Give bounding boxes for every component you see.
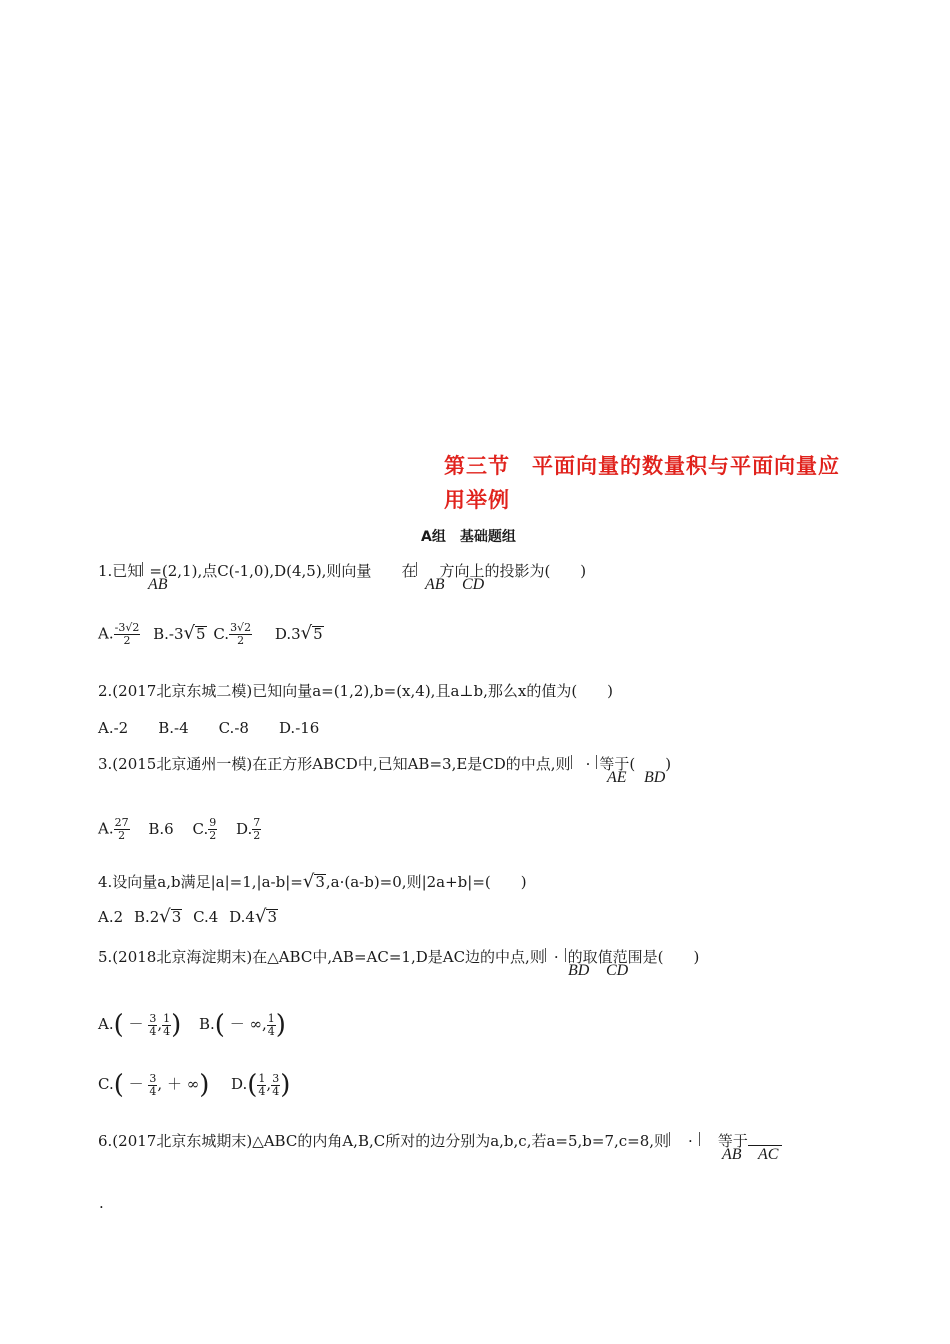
q4-part-a: 4.设向量a,b满足|a|=1,|a-b|=: [98, 873, 303, 891]
q4-option-d-radicand: 3: [267, 908, 277, 926]
question-6-text: [98, 1130, 782, 1151]
q3-option-d-label: D.: [236, 819, 253, 838]
q6-vector-ab: AB: [722, 1146, 742, 1163]
q3-option-b: B.6: [148, 819, 174, 838]
q1-part-d: 方向上的投影为( ): [439, 562, 587, 580]
section-title-line2: 用举例: [444, 488, 510, 512]
q3-vector-ae-bar: [571, 755, 572, 769]
q4-option-b-label: B.2: [133, 908, 160, 926]
q3-option-c-fraction: $\frac{9}{2}$: [209, 816, 217, 842]
q5-option-d-label: D.: [231, 1075, 248, 1093]
q4-option-a: A.2: [98, 908, 124, 926]
q3-option-c-label: C.: [192, 819, 209, 838]
q5-vector-cd-bar: [565, 948, 566, 962]
q5-vector-bd: BD: [568, 962, 590, 979]
q5-option-c: C.( － $\frac{3}{4}$ , ＋ ∞): [98, 1070, 210, 1100]
question-3-options: [98, 817, 261, 842]
q4-part-b: ,a·(a-b)=0,则|2a+b|=( ): [325, 873, 527, 891]
q1-option-c-label: C.: [213, 624, 230, 643]
q1-option-b-radicand: 5: [196, 624, 206, 643]
q4-option-c: C.4: [193, 908, 219, 926]
q3-vector-bd-bar: [596, 755, 597, 769]
q6-dot: ·: [688, 1132, 693, 1150]
q3-option-a-label: A.: [98, 819, 114, 838]
question-3-text: [98, 753, 671, 774]
q1-part-a: 1.已知: [98, 562, 143, 580]
q1-part-b: =(2,1),点C(-1,0),D(4,5),则向量: [149, 562, 372, 580]
question-1-options: A. $\frac{-3√2}{2}$ B.-3√5 C. $\frac{3√2}{2}$ D.3√5: [98, 621, 323, 647]
q5-vector-bd-bar: [545, 948, 546, 962]
q5-option-b-infinity: － ∞,: [229, 1015, 267, 1033]
q1-option-d-radicand: 5: [313, 624, 323, 643]
q5-part-b: 的取值范围是( ): [567, 948, 700, 966]
q1-option-c-fraction: $\frac{3√2}{2}$: [230, 621, 252, 647]
q6-tail-period: .: [99, 1194, 104, 1212]
q3-part-b: 等于( ): [599, 755, 672, 773]
q5-option-a: A.( － $\frac{3}{4}$ , $\frac{1}{4}$ ): [98, 1010, 182, 1040]
q6-vector-ac-bar: [699, 1132, 700, 1146]
q5-option-d: D.( $\frac{1}{4}$ , $\frac{3}{4}$ ): [231, 1070, 291, 1100]
q3-vector-bd: BD: [644, 769, 666, 786]
q1-option-a-fraction: $\frac{-3√2}{2}$: [114, 621, 140, 647]
q5-option-c-label: C.: [98, 1075, 114, 1093]
q1-option-d-label: D.3: [274, 624, 301, 643]
q1-vector-ab-bar: [142, 562, 143, 576]
question-4-text: 4.设向量a,b满足|a|=1,|a-b|=√3,a·(a-b)=0,则|2a+b|=( ): [98, 871, 527, 892]
question-4-options: A.2 B.2√3 C.4 D.4√3: [98, 906, 277, 927]
section-title-line1: 第三节 平面向量的数量积与平面向量应: [444, 454, 840, 478]
q1-vector-ab-2: AB: [425, 576, 445, 593]
q4-option-d-label: D.4: [229, 908, 255, 926]
q1-part-c: 在: [401, 562, 417, 580]
q5-option-d-fraction-1: $\frac{1}{4}$: [258, 1071, 266, 1098]
q5-option-d-fraction-2: $\frac{3}{4}$: [272, 1071, 280, 1098]
q5-option-c-infinity: ＋ ∞: [166, 1075, 200, 1093]
question-2-options: A.-2 B.-4 C.-8 D.-16: [98, 719, 320, 737]
q1-option-b-label: B.-3: [153, 624, 184, 643]
q1-vector-cd-bar: [416, 562, 417, 576]
q1-vector-cd: CD: [462, 576, 485, 593]
question-1-text: [98, 560, 586, 581]
q1-option-a-label: A.: [98, 624, 114, 643]
q5-dot: ·: [553, 948, 559, 966]
q5-part-a: 5.(2018北京海淀期末)在△ABC中,AB=AC=1,D是AC边的中点,则: [98, 948, 545, 966]
q6-vector-ac: AC: [758, 1146, 779, 1163]
q5-option-a-label: A.: [98, 1015, 114, 1033]
q5-option-a-fraction-2: $\frac{1}{4}$: [163, 1011, 171, 1038]
q3-vector-ae: AE: [607, 769, 627, 786]
q3-option-d-fraction: $\frac{7}{2}$: [253, 816, 261, 842]
q5-option-b-label: B.: [199, 1015, 215, 1033]
q5-option-c-fraction: $\frac{3}{4}$: [149, 1071, 157, 1098]
q5-option-a-fraction-1: $\frac{3}{4}$: [149, 1011, 157, 1038]
q3-dot: ·: [585, 755, 591, 773]
q5-option-b: B.( － ∞, $\frac{1}{4}$ ): [199, 1010, 286, 1040]
q1-vector-ab: AB: [148, 576, 168, 593]
q5-option-b-fraction: $\frac{1}{4}$: [267, 1011, 275, 1038]
q3-part-a: 3.(2015北京通州一模)在正方形ABCD中,已知AB=3,E是CD的中点,则: [98, 755, 571, 773]
q6-part-b: 等于: [717, 1132, 748, 1150]
q6-part-a: 6.(2017北京东城期末)△ABC的内角A,B,C所对的边分别为a,b,c,若a=5,b=7,c=8,则: [98, 1132, 670, 1150]
q4-radicand: 3: [315, 873, 325, 891]
group-heading: A组 基础题组: [421, 529, 516, 545]
question-2-text: 2.(2017北京东城二模)已知向量a=(1,2),b=(x,4),且a⊥b,那么x的值为( ): [98, 682, 614, 700]
q4-option-b-radicand: 3: [171, 908, 182, 926]
q3-option-a-fraction: $\frac{27}{2}$: [114, 816, 129, 842]
q6-vector-ab-bar: [669, 1132, 670, 1146]
q5-vector-cd: CD: [606, 962, 629, 979]
